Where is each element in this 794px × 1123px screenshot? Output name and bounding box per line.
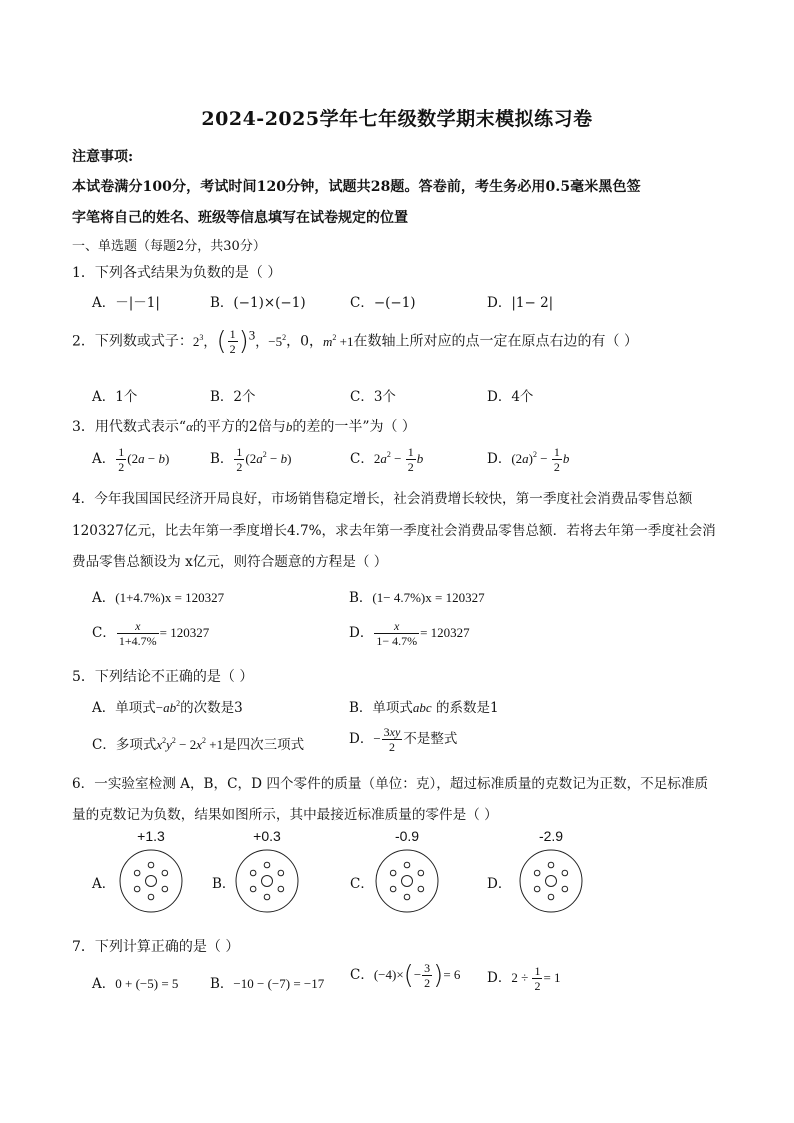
q5-option-b: B．单项式abc 的系数是1 <box>349 700 499 716</box>
q1-stem: 1．下列各式结果为负数的是（ ） <box>72 265 282 281</box>
q6-part-value: -0.9 <box>394 828 420 844</box>
q6-part-value: +0.3 <box>253 828 281 844</box>
q3-option-d: D．$(2a)^2$ − $\frac{1}{2}$ b <box>487 445 570 474</box>
disk-bolt-hole <box>162 870 168 876</box>
disk-bolt-hole <box>278 870 284 876</box>
q3-option-b: B． $\frac{1}{2}$ $(2a^2 - b)$ <box>210 445 292 474</box>
q6-part-value: +1.3 <box>137 828 165 844</box>
q3-stem-part2: 的平方的2倍与 <box>192 419 286 435</box>
q2-stem: 2．下列数或式子：$2^3$，( $\frac{1}{2}$ )$^3$，$-5^2$，0，$m^2 +1$在数轴上所对应的点一定在原点右边的有（ ） <box>72 326 638 357</box>
q6-line-1: 6．一实验室检测 A，B，C，D 四个零件的质量（单位：克），超过标准质量的克数记为正数，不足标准质 <box>72 776 709 792</box>
q2-fraction: $\frac{1}{2}$ <box>229 327 236 356</box>
q4-option-a: A．(1+4.7%)x = 120327 <box>92 590 225 606</box>
q4-line-3: 费品零售总额设为 x亿元，则符合题意的方程是（ ） <box>72 554 388 570</box>
q5-option-a: A．单项式$-ab^2$的次数是3 <box>92 699 243 716</box>
q6-line-2: 量的克数记为负数，结果如图所示，其中最接近标准质量的零件是（ ） <box>72 807 498 823</box>
q6-part-disk <box>234 848 300 914</box>
q3-var-a: α <box>186 419 193 434</box>
q2-option-a: A．1个 <box>92 389 138 405</box>
q4-line-2: 120327亿元，比去年第一季度增长4.7%，求去年第一季度社会消费品零售总额．若将去年第一季度社会消 <box>72 523 716 539</box>
q2-option-c: C．3个 <box>350 389 396 405</box>
q2-option-b: B．2个 <box>210 389 256 405</box>
q3-stem <box>72 416 416 436</box>
disk-bolt-hole <box>404 894 410 900</box>
disk-bolt-hole <box>418 870 424 876</box>
disk-bolt-hole <box>278 886 284 892</box>
q7-option-a: A．0 + (−5) = 5 <box>92 976 179 992</box>
q1-option-b: B．(−1)×(−1) <box>210 295 306 311</box>
notice-line-1: 本试卷满分100分，考试时间120分钟，试题共28题。答卷前，考生务必用0.5毫米黑色签 <box>72 179 641 195</box>
q6-part-disk <box>118 848 184 914</box>
q6-part-value: -2.9 <box>538 828 564 844</box>
disk-bolt-hole <box>264 862 270 868</box>
q2-paren-right: ) <box>238 326 249 357</box>
q4-option-b: B．(1− 4.7%)x = 120327 <box>349 590 485 606</box>
disk-bolt-hole <box>534 870 540 876</box>
q4-option-d: D． $\frac{x}{1- 4.7\%}$ = 120327 <box>349 619 470 648</box>
disk-bolt-hole <box>562 870 568 876</box>
q7-option-d: D．2 ÷ $\frac{1}{2}$ = 1 <box>487 964 561 993</box>
disk-outer-ring <box>520 850 582 912</box>
q6-option-label: D． <box>487 876 512 892</box>
disk-bolt-hole <box>264 894 270 900</box>
disk-bolt-hole <box>548 862 554 868</box>
disk-bolt-hole <box>390 870 396 876</box>
q3-stem-part1: 3．用代数式表示“ <box>72 419 187 435</box>
q4-option-c: C． $\frac{x}{1+4.7\%}$ = 120327 <box>92 619 210 648</box>
q5-option-d: D．− $\frac{3xy}{2}$ 不是整式 <box>349 725 458 754</box>
q7-stem: 7．下列计算正确的是（ ） <box>72 939 240 955</box>
q4-line-1: 4．今年我国国民经济开局良好，市场销售稳定增长，社会消费增长较快，第一季度社会消费品零售总额 <box>72 491 693 507</box>
page-title: 2024-2025学年七年级数学期末模拟练习卷 <box>201 108 593 130</box>
q5-option-c: C．多项式$x^2y^2 - 2x^2 +1$是四次三项式 <box>92 736 305 753</box>
q2-option-d: D．4个 <box>487 389 534 405</box>
disk-bolt-hole <box>134 870 140 876</box>
disk-center-hole <box>402 876 413 887</box>
q5-stem: 5．下列结论不正确的是（ ） <box>72 669 254 685</box>
disk-outer-ring <box>376 850 438 912</box>
q6-part-disk <box>374 848 440 914</box>
disk-bolt-hole <box>548 894 554 900</box>
disk-bolt-hole <box>250 870 256 876</box>
disk-bolt-hole <box>418 886 424 892</box>
disk-bolt-hole <box>404 862 410 868</box>
disk-center-hole <box>146 876 157 887</box>
notice-heading: 注意事项: <box>72 149 134 165</box>
section-heading: 一、单选题（每题2分，共30分） <box>72 239 266 254</box>
q2-expr-neg5sq: ，$-5^2$ <box>255 332 287 349</box>
notice-line-2: 字笔将自己的姓名、班级等信息填写在试卷规定的位置 <box>72 210 408 226</box>
disk-bolt-hole <box>148 894 154 900</box>
disk-center-hole <box>546 876 557 887</box>
q1-option-c: C．−(−1) <box>350 295 416 311</box>
q2-paren-left: ( <box>216 326 227 357</box>
q7-option-c: C．(−4)×(− $\frac{3}{2}$ )= 6 <box>350 960 461 991</box>
q6-part-disk <box>518 848 584 914</box>
disk-bolt-hole <box>390 886 396 892</box>
q7-option-b: B．−10 − (−7) = −17 <box>210 976 325 992</box>
q6-option-label: B． <box>212 876 236 892</box>
disk-bolt-hole <box>148 862 154 868</box>
q1-option-d: D．|1− 2| <box>487 295 554 311</box>
q2-expr-m2plus1: $m^2 +1$ <box>323 332 354 349</box>
q6-option-label: C． <box>350 876 374 892</box>
q3-option-c: C．$2a^2$ − $\frac{1}{2}$ b <box>350 445 424 474</box>
disk-bolt-hole <box>162 886 168 892</box>
q2-stem-tail: 在数轴上所对应的点一定在原点右边的有（ ） <box>353 333 638 350</box>
disk-center-hole <box>262 876 273 887</box>
q1-option-a: A．－|－1| <box>92 295 160 311</box>
disk-bolt-hole <box>534 886 540 892</box>
disk-bolt-hole <box>562 886 568 892</box>
disk-bolt-hole <box>250 886 256 892</box>
q3-var-b: b <box>285 419 293 434</box>
disk-bolt-hole <box>134 886 140 892</box>
q3-option-a: A． $\frac{1}{2}$ (2a − b) <box>92 445 170 474</box>
disk-outer-ring <box>120 850 182 912</box>
q6-option-label: A． <box>92 876 116 892</box>
q2-expr-2cubed: $2^3$， <box>192 332 217 349</box>
q2-stem-suffix: ，0， <box>286 333 324 350</box>
q3-stem-part3: 的差的一半”为（ ） <box>292 419 416 435</box>
disk-outer-ring <box>236 850 298 912</box>
q2-stem-prefix: 2．下列数或式子： <box>72 333 193 350</box>
